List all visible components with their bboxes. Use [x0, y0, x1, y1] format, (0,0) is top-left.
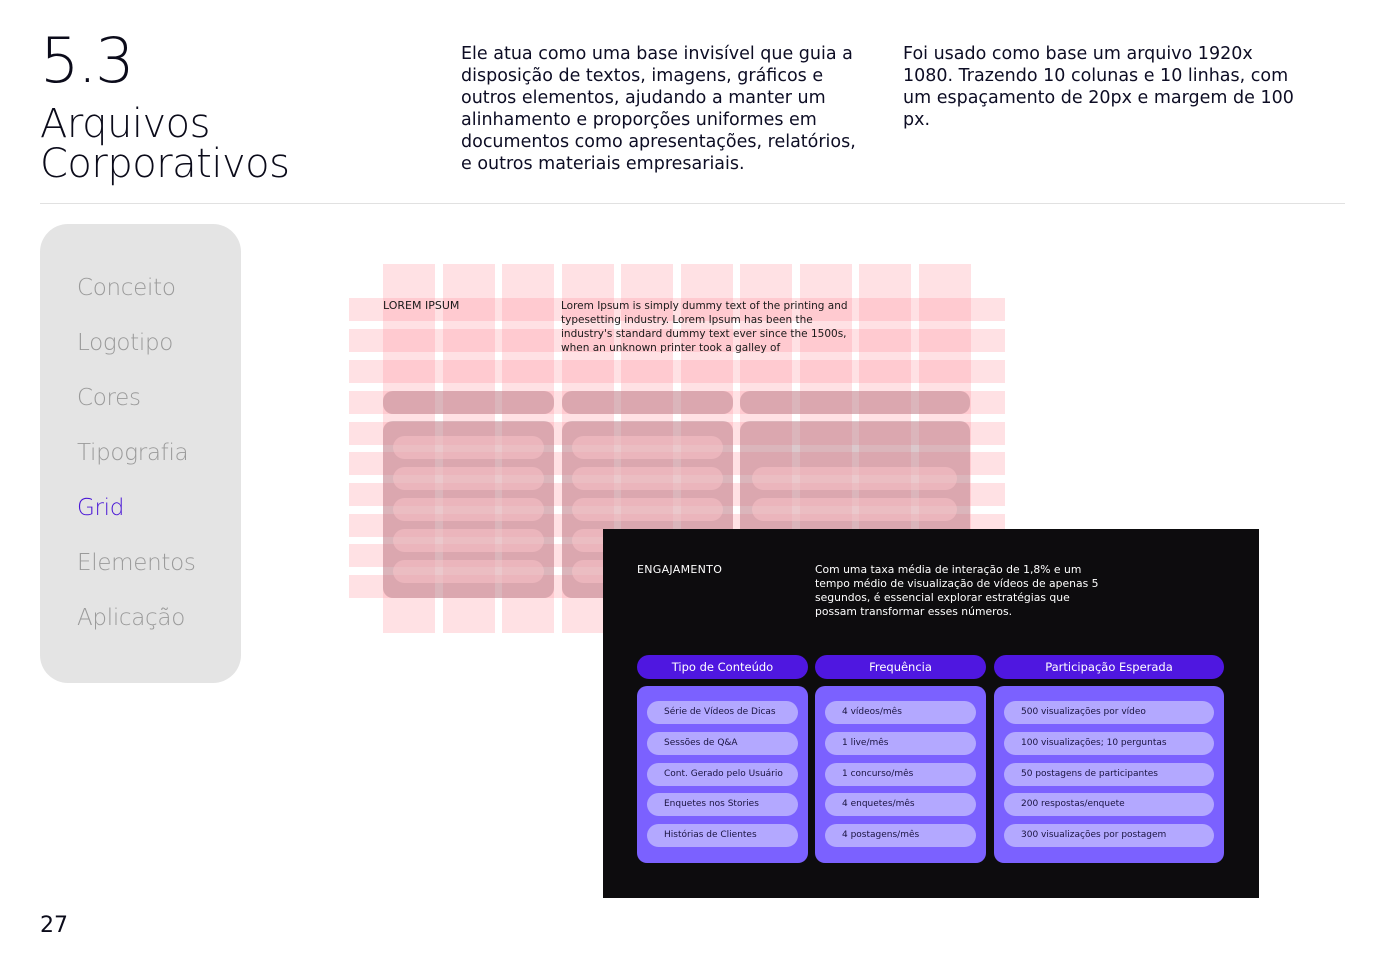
section-number: 5.3: [40, 24, 133, 97]
mockup-item: [572, 467, 723, 490]
mockup-label: LOREM IPSUM: [383, 299, 460, 312]
sidebar-item-grid[interactable]: Grid: [77, 495, 125, 521]
slide-preview: [603, 529, 1259, 898]
column-header-tipo-de-conteudo: Tipo de Conteúdo: [637, 655, 808, 679]
mockup-item: [752, 498, 957, 521]
slide-label: ENGAJAMENTO: [637, 563, 723, 576]
mockup-header-pill: [383, 391, 554, 414]
column-header-participacao-esperada: Participação Esperada: [994, 655, 1224, 679]
mockup-header-pill: [740, 391, 970, 414]
sidebar-item-conceito[interactable]: Conceito: [77, 275, 176, 301]
intro-text-right: Foi usado como base um arquivo 1920x 1080. Trazendo 10 colunas e 10 linhas, com um espaçamento de 20px e margem de 100 px.: [903, 44, 1294, 130]
mockup-item: [572, 436, 723, 459]
list-item: 1 concurso/mês: [825, 763, 976, 786]
mockup-item: [572, 498, 723, 521]
mockup-header-pill: [562, 391, 733, 414]
slide-text: Com uma taxa média de interação de 1,8% e um tempo médio de visualização de vídeos de apenas 5 segundos, é essencial explorar estratégias que possam transformar esses números.: [815, 563, 1099, 618]
frequency-card: [815, 686, 986, 863]
list-item: 300 visualizações por postagem: [1004, 824, 1214, 847]
grid-row: [349, 360, 1005, 383]
list-item: 1 live/mês: [825, 732, 976, 755]
list-item: 4 postagens/mês: [825, 824, 976, 847]
mockup-item: [393, 529, 544, 552]
mockup-text: Lorem Ipsum is simply dummy text of the printing and typesetting industry. Lorem Ipsum has been the industry's standard dummy text ever since the 1500s, when an unknown printer took a galley of: [561, 300, 848, 354]
mockup-item: [393, 498, 544, 521]
list-item: 500 visualizações por vídeo: [1004, 701, 1214, 724]
sidebar-item-logotipo[interactable]: Logotipo: [77, 330, 174, 356]
list-item: Série de Vídeos de Dicas: [647, 701, 798, 724]
list-item: Histórias de Clientes: [647, 824, 798, 847]
list-item: 100 visualizações; 10 perguntas: [1004, 732, 1214, 755]
sidebar-item-aplicacao[interactable]: Aplicação: [77, 605, 185, 631]
sidebar-item-elementos[interactable]: Elementos: [77, 550, 196, 576]
page-number: 27: [40, 913, 68, 938]
list-item: Enquetes nos Stories: [647, 793, 798, 816]
list-item: Cont. Gerado pelo Usuário: [647, 763, 798, 786]
mockup-item: [752, 467, 957, 490]
sidebar-item-cores[interactable]: Cores: [77, 385, 141, 411]
mockup-item: [393, 560, 544, 583]
expected-participation-card: [994, 686, 1224, 863]
content-type-card: [637, 686, 808, 863]
mockup-item: [393, 467, 544, 490]
intro-text-left: Ele atua como uma base invisível que guia a disposição de textos, imagens, gráficos e outros elementos, ajudando a manter um alinhamento e proporções uniformes em documentos como apresentações, relatórios, e outros materiais empresariais.: [461, 44, 856, 174]
section-title: Arquivos Corporativos: [40, 101, 290, 187]
list-item: 4 vídeos/mês: [825, 701, 976, 724]
mockup-item: [393, 436, 544, 459]
column-header-frequencia: Frequência: [815, 655, 986, 679]
list-item: 200 respostas/enquete: [1004, 793, 1214, 816]
list-item: Sessões de Q&A: [647, 732, 798, 755]
list-item: 4 enquetes/mês: [825, 793, 976, 816]
sidebar-item-tipografia[interactable]: Tipografia: [77, 440, 189, 466]
list-item: 50 postagens de participantes: [1004, 763, 1214, 786]
